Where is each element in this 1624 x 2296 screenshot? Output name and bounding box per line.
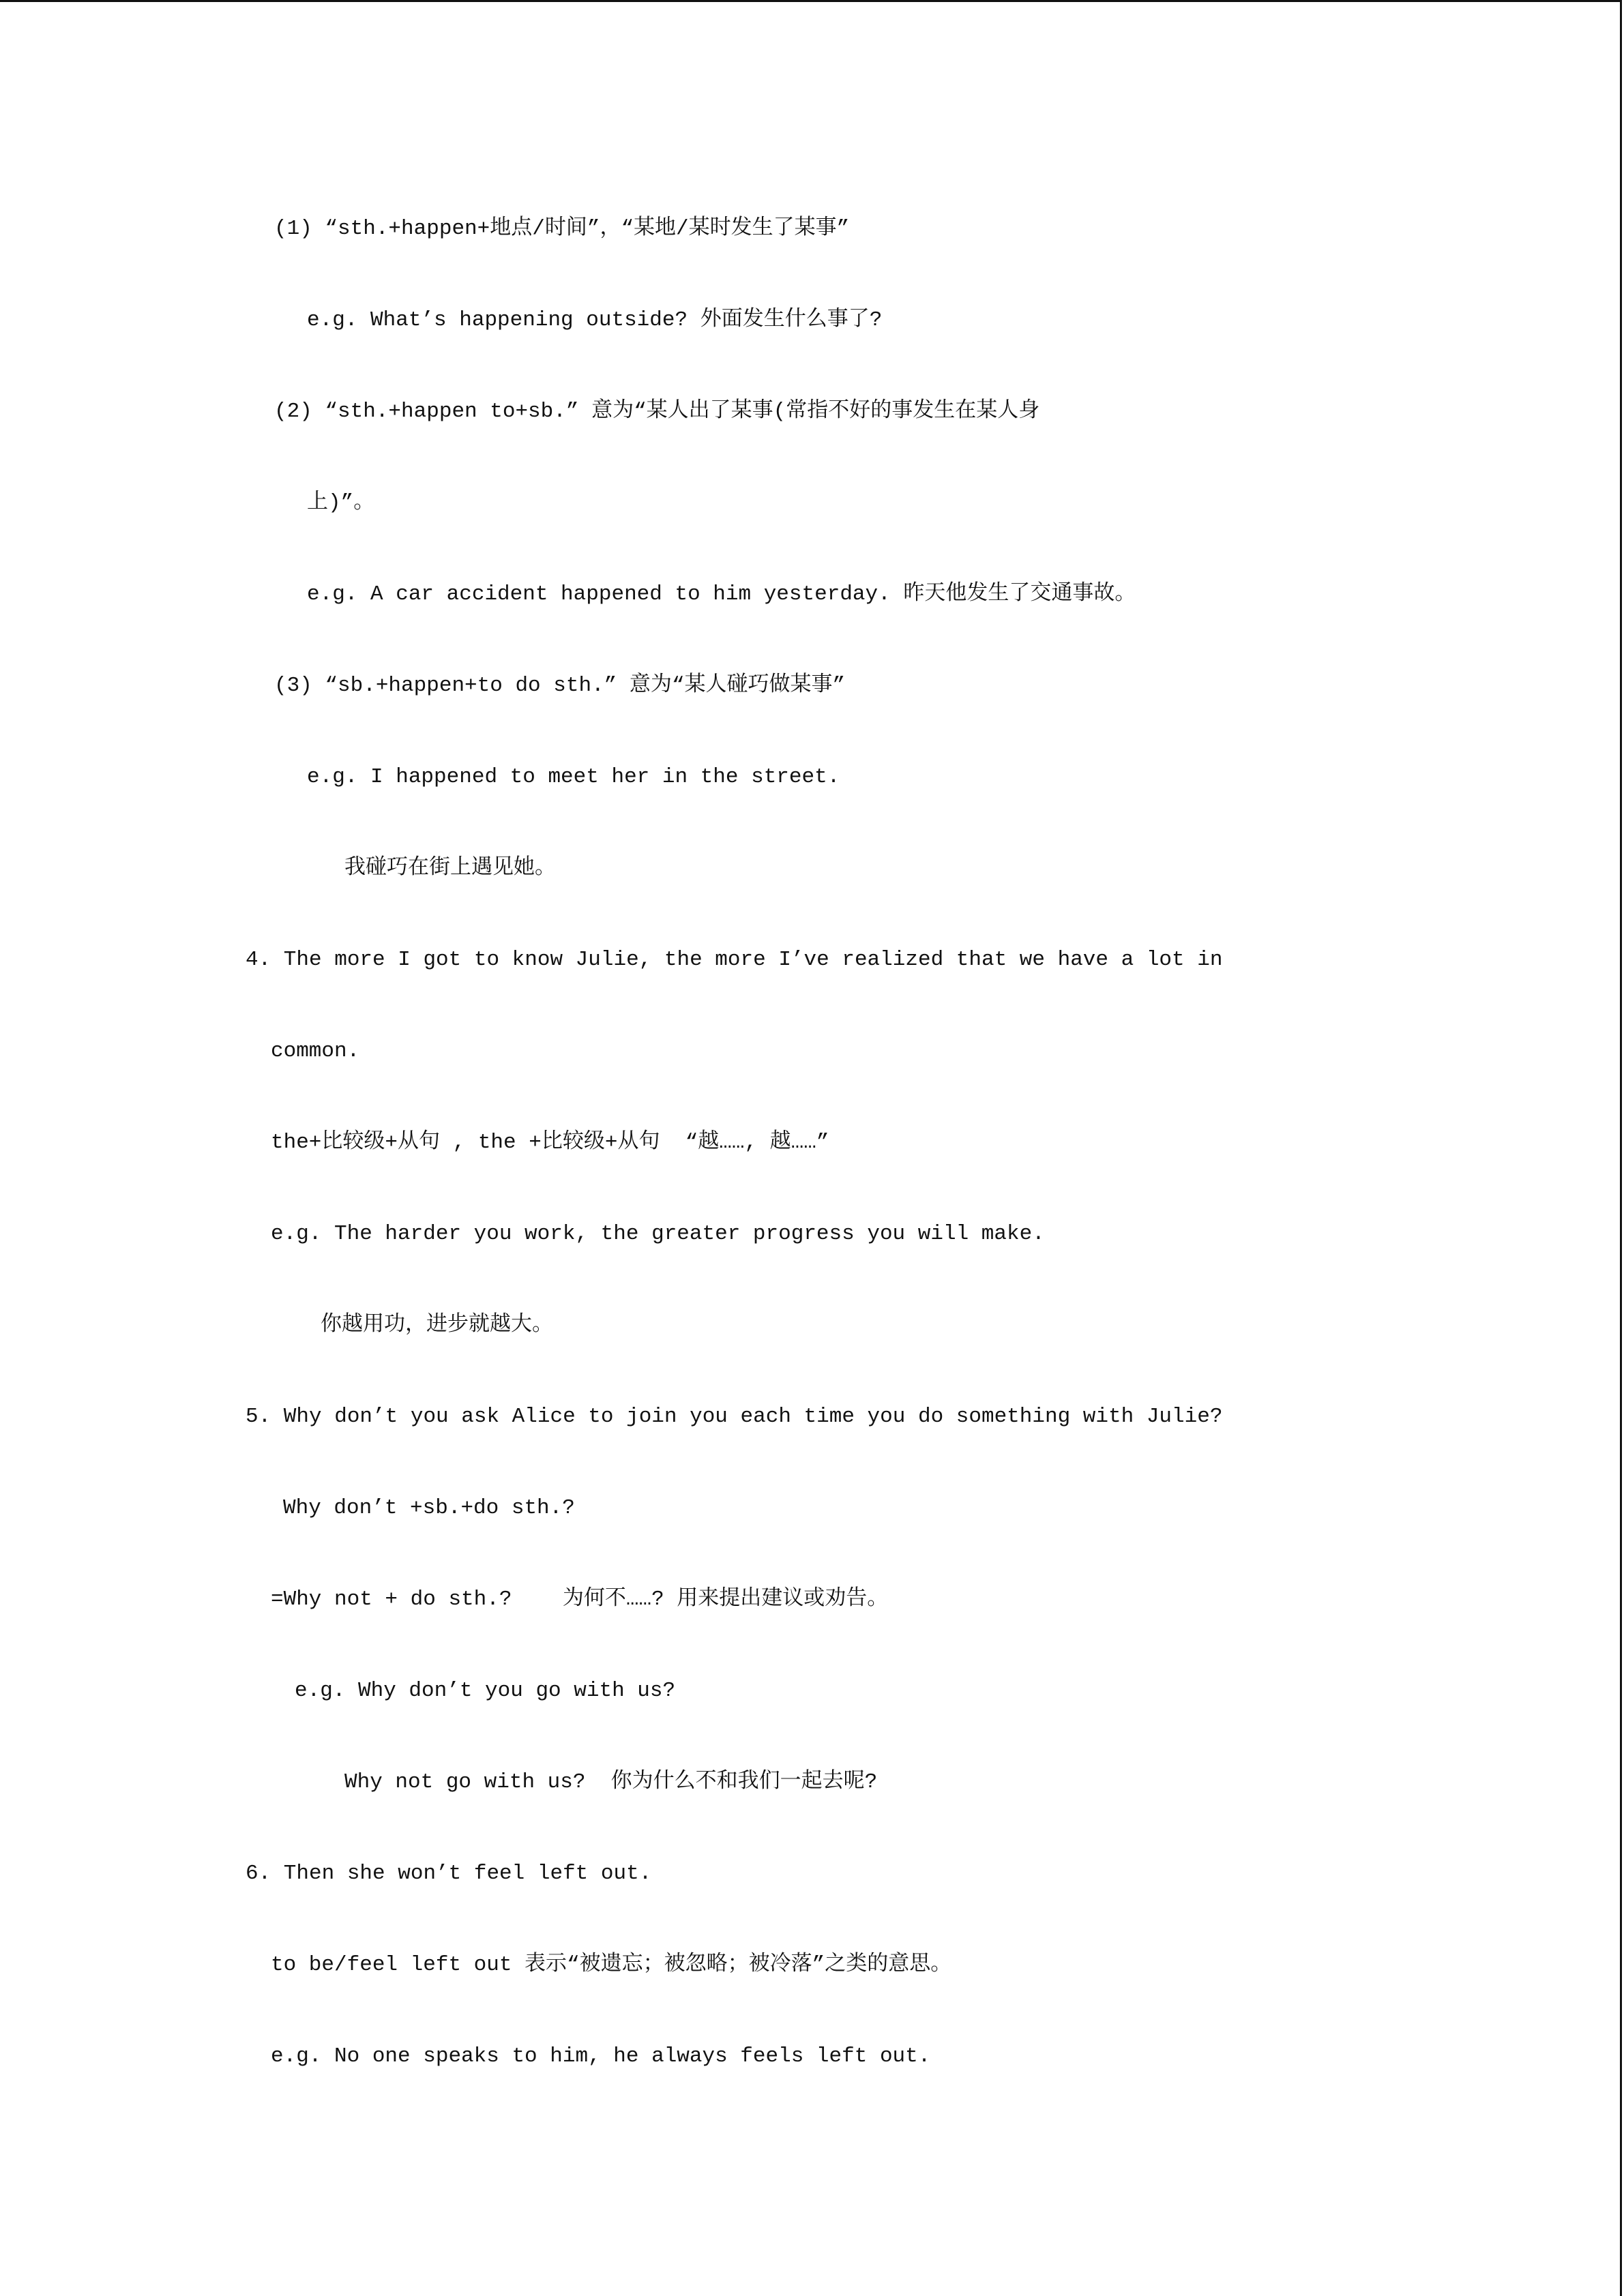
point-4-example: e.g. The harder you work, the greater progress you will make.	[271, 1222, 1045, 1246]
point-5-example: e.g. Why don’t you go with us?	[295, 1679, 676, 1703]
point-6-example: e.g. No one speaks to him, he always feels left out.	[271, 2044, 931, 2068]
point-5-pattern-alt: =Why not + do sth.? 为何不……? 用来提出建议或劝告。	[271, 1587, 889, 1611]
usage-1-heading: (1) “sth.+happen+地点/时间”，“某地/某时发生了某事”	[274, 217, 850, 241]
point-5-example-alt: Why not go with us? 你为什么不和我们一起去呢?	[344, 1770, 878, 1794]
point-4-pattern: the+比较级+从句 , the +比较级+从句 “越……, 越……”	[271, 1131, 829, 1154]
point-5-sentence: 5. Why don’t you ask Alice to join you each time you do something with Julie?	[246, 1405, 1223, 1429]
point-6-explanation: to be/feel left out 表示“被遗忘；被忽略；被冷落”之类的意思。	[271, 1953, 952, 1977]
point-6-sentence: 6. Then she won’t feel left out.	[246, 1862, 652, 1885]
usage-2-heading: (2) “sth.+happen to+sb.” 意为“某人出了某事(常指不好的事发生在某人身	[274, 400, 1040, 423]
point-5-pattern: Why don’t +sb.+do sth.?	[283, 1496, 575, 1520]
usage-3-heading: (3) “sb.+happen+to do sth.” 意为“某人碰巧做某事”	[274, 674, 846, 698]
point-4-sentence: 4. The more I got to know Julie, the more I’ve realized that we have a lot in	[246, 948, 1223, 972]
usage-3-example: e.g. I happened to meet her in the street.	[307, 765, 840, 789]
usage-1-example: e.g. What’s happening outside? 外面发生什么事了?	[307, 308, 883, 332]
usage-2-heading-cont: 上)”。	[307, 491, 375, 515]
usage-2-example: e.g. A car accident happened to him yesterday. 昨天他发生了交通事故。	[307, 582, 1136, 606]
point-4-sentence-cont: common.	[271, 1039, 360, 1063]
usage-3-translation: 我碰巧在街上遇见她。	[344, 856, 556, 880]
point-4-translation: 你越用功，进步就越大。	[321, 1313, 553, 1337]
